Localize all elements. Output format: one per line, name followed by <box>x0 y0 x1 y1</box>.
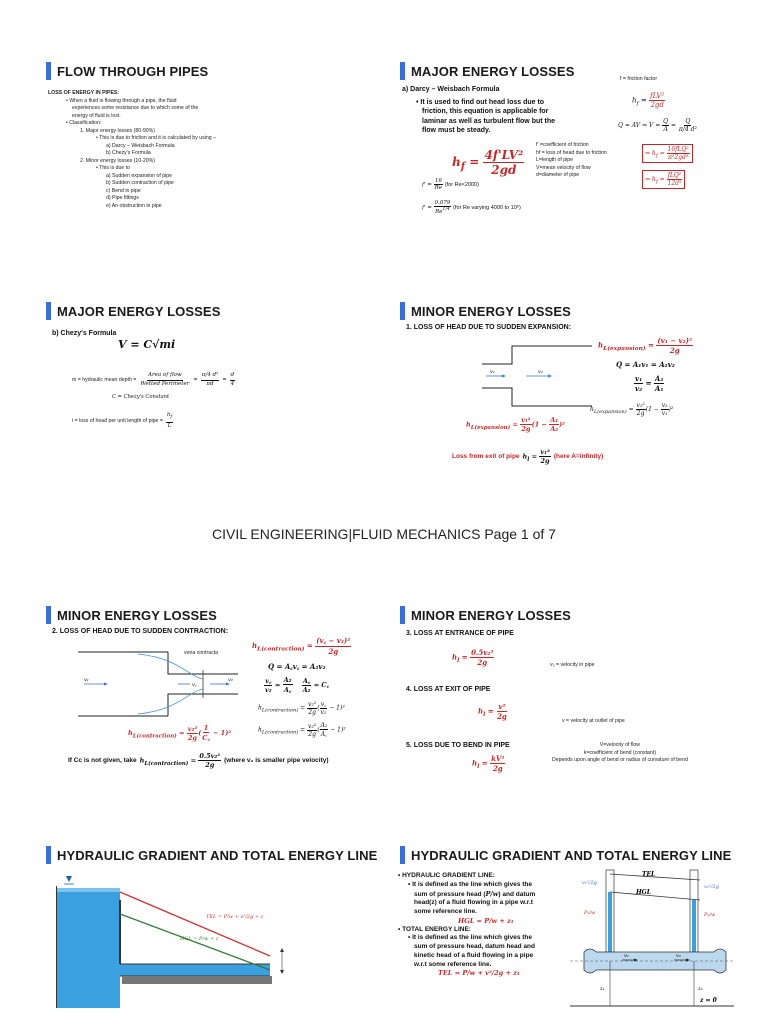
hydraulic-mean-depth: m = hydraulic mean depth = $\frac{\text{Area of flow}}{\text{Wetted Perimeter}}$ = $\frac{\text{π/4 d²}}{\pi d}$ = $\frac{d}{4}$ <box>72 372 235 387</box>
subheading-exit: 4. LOSS AT EXIT OF PIPE <box>406 686 491 693</box>
slide-chezy <box>38 296 383 476</box>
contraction-loss-v: $h_{L(contraction)}$ = $\frac{\text{v₂²}}{2g}$ ( $\frac{v꜀}{\text{v₂}}$ − 1)² <box>258 700 345 716</box>
svg-text:v₁: v₁ <box>84 677 89 683</box>
svg-text:P₁/w: P₁/w <box>584 910 596 916</box>
svg-text:v₂: v₂ <box>228 677 233 683</box>
subheading: 2. LOSS OF HEAD DUE TO SUDDEN CONTRACTION: <box>52 628 229 635</box>
svg-text:HGL: HGL <box>636 889 652 896</box>
page-footer: CIVIL ENGINEERING|FLUID MECHANICS Page 1 of 7 <box>212 526 556 542</box>
def-line: d=diameter of pipe <box>536 172 580 179</box>
title-accent-bar <box>46 846 51 864</box>
contraction-note: If Cc is not given, take $h_{L(contraction)}$ = $\frac{\text{0.5v₂²}}{2g}$ (where v₂ is smaller pipe velocity) <box>68 752 329 769</box>
chezy-formula: V = C√mi <box>118 338 176 351</box>
hf-q-formula-1: ⇒ $h_f$ = $\frac{\text{16fLQ²}}{\text{π²2gd⁵}}$ <box>642 144 693 163</box>
expansion-pipe-diagram <box>482 342 592 410</box>
expansion-loss-v1-formula: $h_{L(expansion)}$ = $\frac{\text{v₁²}}{2g}$ (1 − $\frac{\text{v₂}}{\text{v₁}}$ )² <box>590 402 674 417</box>
slide-title-text: FLOW THROUGH PIPES <box>57 63 209 79</box>
bullet: Classification: <box>69 120 102 127</box>
slide-sudden-expansion <box>392 296 737 476</box>
svg-text:TEL: TEL <box>642 871 656 878</box>
list-item: a) Darcy – Weisbach Formula <box>106 142 175 149</box>
contraction-continuity: Q = A꜀v꜀ = A₂v₂ <box>268 662 326 671</box>
bullet-cont: energy of fluid is lost. <box>72 112 121 119</box>
svg-text:v₁: v₁ <box>490 369 495 375</box>
hgl-heading: HYDRAULIC GRADIENT LINE: <box>402 872 495 879</box>
svg-text:z₁: z₁ <box>600 986 605 992</box>
slide-title-text: MAJOR ENERGY LOSSES <box>57 303 221 319</box>
slide-title-text: MINOR ENERGY LOSSES <box>411 303 571 319</box>
svg-text:P₂/w: P₂/w <box>704 912 716 918</box>
slide-title <box>46 62 208 80</box>
contraction-loss-cc: $h_{L(contraction)}$ = $\frac{\text{v₂²}}{2g}$ ( $\frac{1}{C꜀}$ − 1)² <box>128 724 232 742</box>
description: • It is used to find out head loss due to friction, this equation is applicable for laminar as well as turbulent flow but the flow must be steady. <box>416 98 596 136</box>
bend-notes <box>552 742 688 765</box>
svg-text:v₂: v₂ <box>538 369 543 375</box>
vena-contracta-label: vena contracta <box>184 650 219 656</box>
slide-sudden-contraction <box>38 600 383 780</box>
contraction-ratio: $\frac{v꜀}{\text{v₂}}$ = $\frac{\text{A₂}}{A꜀}$ $\frac{A꜀}{\text{A₂}}$ = C꜀ <box>265 676 329 694</box>
bullet: When a fluid is flowing through a pipe, the fluid <box>69 97 177 104</box>
entrance-loss-formula: $h_l$ = $\frac{\text{0.5v₂²}}{2g}$ <box>452 648 494 667</box>
list-item: e) An obstruction in pipe <box>106 202 162 209</box>
hf-formula-simple: $h_f$ = $\frac{\text{fLV²}}{2gd}$ <box>632 92 665 109</box>
slide-title-text: HYDRAULIC GRADIENT AND TOTAL ENERGY LINE <box>57 847 378 863</box>
list-item: 1. Major energy losses (80-90%) <box>80 127 155 134</box>
hgl-tel-pipe-diagram <box>570 866 734 1018</box>
svg-text:z = 0: z = 0 <box>700 997 717 1004</box>
q-formula: Q = AV ⇒ V = $\frac{Q}{A}$ = $\frac{Q}{\text{π/4 d²}}$ <box>618 118 697 133</box>
slide-title <box>400 302 571 320</box>
contraction-loss-formula: $h_{L(contraction)}$ = $\frac{\text{(v꜀ − v₂)²}}{2g}$ <box>252 636 351 656</box>
slide-title <box>400 606 571 624</box>
svg-text:v₂²/2g: v₂²/2g <box>704 884 719 890</box>
slide-title <box>46 846 377 864</box>
exit-loss-note: Loss from exit of pipe $h_l$ = $\frac{\text{v₁²}}{2g}$ (here A=infinity) <box>452 448 604 465</box>
f-laminar: f' = $\frac{16}{Re}$ (for Re<2000) <box>422 178 479 191</box>
slide-title-text: HYDRAULIC GRADIENT AND TOTAL ENERGY LINE <box>411 847 732 863</box>
title-accent-bar <box>400 606 405 624</box>
contraction-loss-a: $h_{L(contraction)}$ = $\frac{\text{v₂²}}{2g}$ ( $\frac{\text{A₂}}{A꜀}$ − 1)² <box>258 722 346 738</box>
title-accent-bar <box>400 846 405 864</box>
f-turbulent: f' = $\frac{0.079}{Re^{1/4}}$ (for Re varying 4000 to 10⁶) <box>422 200 521 215</box>
slide-body: LOSS OF ENERGY IN PIPES: • When a fluid is flowing through a pipe, the fluid experiences some resistance due to which some of the energy of fluid is lost. • Classification: 1. Major energy losses (80-90%) • This is due to friction and it is calculated by using – a) Darcy – Weisbach Formula b) Chezy's Formula 2. Minor energy losses (10-20%) • This is due to a) Sudden expansion of pipe b) Sudden contraction of pipe c) Bend in pipe d) Pipe fittings e) An obstruction in pipe <box>48 90 378 211</box>
title-accent-bar <box>46 606 51 624</box>
svg-text:z₂: z₂ <box>698 986 703 992</box>
slide-flow-through-pipes <box>38 56 383 236</box>
slide-title <box>400 62 574 80</box>
definitions <box>536 142 607 180</box>
expansion-loss-area-formula: $h_{L(expansion)}$ = $\frac{\text{v₁²}}{2g}$ (1 − $\frac{\text{A₁}}{\text{A₂}}$ )² <box>466 416 566 433</box>
list-item: b) Chezy's Formula <box>106 150 151 157</box>
list-item: 2. Minor energy losses (10-20%) <box>80 157 155 164</box>
subheading: b) Chezy's Formula <box>52 330 117 337</box>
slide-title-text: MINOR ENERGY LOSSES <box>57 607 217 623</box>
tel-heading: TOTAL ENERGY LINE: <box>402 925 471 933</box>
slide-title-text: MAJOR ENERGY LOSSES <box>411 63 575 79</box>
chezy-constant: C = Chezy's Constant <box>112 394 170 400</box>
head-loss-per-length: i = loss of head per unit length of pipe = $\frac{h_f}{L}$ <box>72 412 173 429</box>
exit-note: v = velocity at outlet of pipe <box>562 718 625 724</box>
slide-title <box>46 606 217 624</box>
desc-line: friction, this equation is applicable for <box>422 108 549 116</box>
bend-note: V=velocity of flow <box>599 742 641 748</box>
friction-factor-note: f = friction factor <box>620 76 658 82</box>
bullet-cont: experiences some resistance due to which some of the <box>72 105 199 112</box>
slide-title <box>46 302 220 320</box>
definitions-body: • HYDRAULIC GRADIENT LINE: • It is defined as the line which gives the sum of pressure head (P/w) and datum head(z) of a fluid flowing in a pipe w.r.t some reference line. HGL = P/w + z₁ • TOTAL ENERGY LINE: • It is defined as the line which gives the sum of pressure head, datum head and kinetic head of a fluid flowing in a pipe w.r.t some reference line. TEL = P/w + v²/2g + z₁ <box>398 872 536 978</box>
list-item: a) Sudden expansion of pipe <box>106 172 173 179</box>
hf-q-formula-2: ⇒ $h_f$ = $\frac{\text{fLQ²}}{\text{12d⁵}}$ <box>642 170 685 189</box>
desc-line: laminar as well as turbulent flow but the <box>422 117 556 125</box>
svg-text:v₁²/2g: v₁²/2g <box>582 880 597 886</box>
title-accent-bar <box>46 302 51 320</box>
svg-text:v꜀: v꜀ <box>192 682 197 688</box>
svg-text:TEL = P/w + v²/2g + z: TEL = P/w + v²/2g + z <box>206 914 264 920</box>
list-item: This is due to <box>99 165 131 172</box>
subheading: 1. LOSS OF HEAD DUE TO SUDDEN EXPANSION: <box>406 324 572 331</box>
slide-darcy-weisbach <box>392 56 737 236</box>
darcy-formula: $h_f$ = $\frac{\text{4f'LV²}}{2gd}$ <box>452 148 524 177</box>
slide-hgl-tel-diagram <box>38 840 383 1020</box>
expansion-loss-formula: $h_{L(expansion)}$ = $\frac{\text{(v₁ − v₂)²}}{2g}$ <box>598 336 693 355</box>
def-line: V=mean velocity of flow <box>536 164 591 171</box>
slide-title <box>400 846 731 864</box>
heading: LOSS OF ENERGY IN PIPES: <box>48 90 120 96</box>
list-item: c) Bend in pipe <box>106 187 141 194</box>
svg-text:v₁: v₁ <box>624 953 629 959</box>
slide-hgl-tel-definitions <box>392 840 737 1020</box>
title-accent-bar <box>46 62 51 80</box>
bend-note: Depends upon angle of bend or radius of curvature of bend <box>552 757 688 764</box>
list-item: b) Sudden contraction of pipe <box>106 180 174 187</box>
subheading: a) Darcy – Weisbach Formula <box>402 86 500 93</box>
velocity-ratio-formula: $\frac{\text{v₁}}{\text{v₂}}$ = $\frac{\text{A₂}}{\text{A₁}}$ <box>635 374 664 393</box>
subheading-bend: 5. LOSS DUE TO BEND IN PIPE <box>406 742 510 749</box>
desc-line: flow must be steady. <box>422 127 491 135</box>
bend-note: k=coefficient of bend (constant) <box>583 749 656 756</box>
title-accent-bar <box>400 302 405 320</box>
svg-text:v₂: v₂ <box>676 953 681 959</box>
bend-loss-formula: $h_l$ = $\frac{\text{kV²}}{2g}$ <box>472 754 505 773</box>
desc-line: It is used to find out head loss due to <box>420 99 545 106</box>
list-item: This is due to friction and it is calculated by using – <box>99 135 216 142</box>
slide-title-text: MINOR ENERGY LOSSES <box>411 607 571 623</box>
subheading-entrance: 3. LOSS AT ENTRANCE OF PIPE <box>406 630 514 637</box>
list-item: d) Pipe fittings <box>106 195 139 202</box>
slide-entrance-exit-bend <box>392 600 737 780</box>
continuity-formula: Q = A₁v₁ = A₂v₂ <box>616 360 675 369</box>
def-line: hf = loss of head due to friction <box>536 149 607 156</box>
exit-loss-formula: $h_l$ = $\frac{\text{v²}}{2g}$ <box>478 702 507 721</box>
svg-text:HGL = P/w + z: HGL = P/w + z <box>180 936 219 942</box>
entrance-note: v₂ = velocity in pipe <box>550 662 595 668</box>
title-accent-bar <box>400 62 405 80</box>
def-line: L=length of pipe <box>536 157 574 164</box>
def-line: f' =coefficient of friction <box>536 142 589 148</box>
reservoir-pipe-diagram <box>56 870 296 1010</box>
